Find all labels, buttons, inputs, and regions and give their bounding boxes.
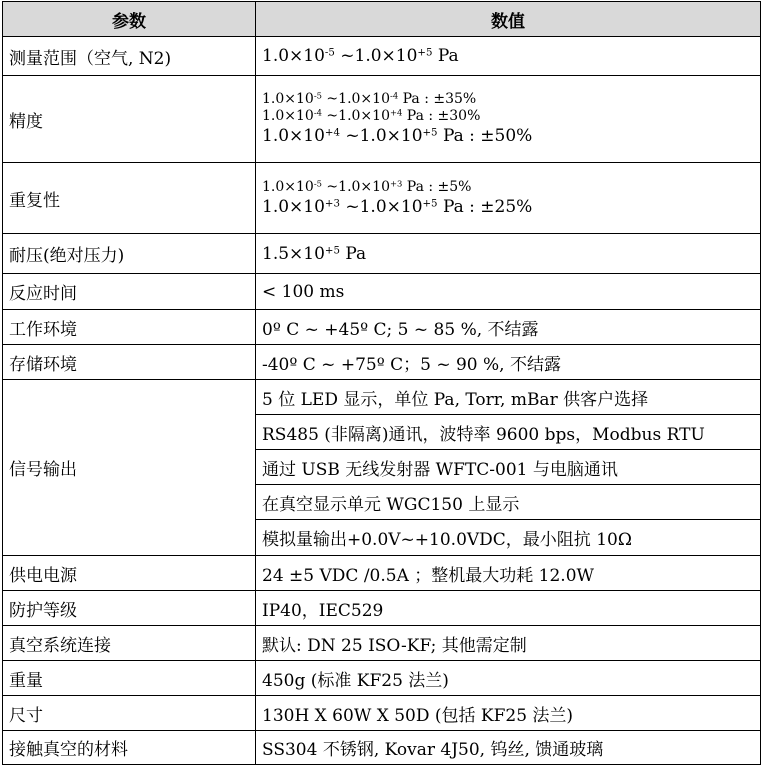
value-cell: SS304 不锈钢, Kovar 4J50, 钨丝, 馈通玻璃 — [256, 731, 761, 765]
value-cell: 450g (标准 KF25 法兰) — [256, 661, 761, 696]
exponent: +5 — [417, 47, 433, 59]
exponent: -5 — [324, 47, 335, 59]
value-cell: 通过 USB 无线发射器 WFTC-001 与电脑通讯 — [256, 450, 761, 485]
param-cell: 重复性 — [3, 163, 256, 234]
value-cell: -40º C ~ +75º C；5 ~ 90 %, 不结露 — [256, 345, 761, 380]
value-cell: RS485 (非隔离)通讯，波特率 9600 bps，Modbus RTU — [256, 415, 761, 450]
value-cell: 0º C ~ +45º C; 5 ~ 85 %, 不结露 — [256, 310, 761, 345]
param-cell: 工作环境 — [3, 310, 256, 345]
table-row — [3, 163, 761, 234]
value-line: $1.0\times 10^{-5}$ $\sim 1.0\times 10^{-4}$ Pa : ±35% — [262, 90, 477, 107]
table-row — [3, 37, 761, 76]
param-cell: 存储环境 — [3, 345, 256, 380]
exponent: +5 — [422, 127, 438, 139]
exponent: -5 — [313, 177, 322, 188]
table-row — [3, 274, 761, 310]
value-line: $1.0\times 10^{-5}$ $\sim 1.0\times 10^{+3}$ Pa : ±5% — [262, 177, 472, 195]
param-cell: 真空系统连接 — [3, 626, 256, 661]
table-row — [3, 310, 761, 345]
param-cell: 接触真空的材料 — [3, 731, 256, 765]
table-row — [3, 661, 761, 696]
exponent: -5 — [313, 90, 322, 101]
value-cell: $1.5\times 10^{+5}$ Pa — [256, 234, 761, 274]
param-cell: 反应时间 — [3, 274, 256, 310]
exponent: +5 — [324, 244, 340, 256]
exponent: +3 — [324, 197, 340, 209]
exponent: +3 — [389, 177, 403, 188]
table-row — [3, 234, 761, 274]
param-cell: 供电电源 — [3, 556, 256, 591]
value-cell — [256, 76, 761, 163]
table-row — [3, 626, 761, 661]
param-cell: 精度 — [3, 76, 256, 163]
value-cell: 5 位 LED 显示，单位 Pa, Torr, mBar 供客户选择 — [256, 380, 761, 415]
table-row — [3, 731, 761, 765]
value-cell: 在真空显示单元 WGC150 上显示 — [256, 485, 761, 520]
exponent: -4 — [389, 90, 399, 101]
table-row — [3, 76, 761, 163]
header-param: 参数 — [3, 2, 256, 37]
header-value: 数值 — [256, 2, 761, 37]
param-cell: 防护等级 — [3, 591, 256, 626]
value-cell: 模拟量输出+0.0V~+10.0VDC，最小阻抗 10Ω — [256, 520, 761, 556]
table-row — [3, 345, 761, 380]
param-cell: 重量 — [3, 661, 256, 696]
table-row — [3, 556, 761, 591]
table-row — [3, 696, 761, 731]
value-line: $1.0\times 10^{-4}$ $\sim 1.0\times 10^{+4}$ Pa : ±30% — [262, 107, 481, 124]
value-cell: 24 ±5 VDC /0.5A ；整机最大功耗 12.0W — [256, 556, 761, 591]
exponent: +5 — [422, 197, 438, 209]
exponent: -4 — [313, 107, 322, 118]
param-cell: 尺寸 — [3, 696, 256, 731]
param-cell: 信号输出 — [3, 380, 256, 556]
value-cell: 默认: DN 25 ISO-KF; 其他需定制 — [256, 626, 761, 661]
header-row — [3, 2, 761, 37]
table-row — [3, 380, 761, 415]
param-cell: 测量范围（空气, N2) — [3, 37, 256, 76]
value-line: $1.0\times 10^{+3}$ $\sim 1.0\times 10^{+5}$ Pa : ±25% — [262, 196, 533, 217]
exponent: +4 — [389, 107, 403, 118]
value-cell: 130H X 60W X 50D (包括 KF25 法兰) — [256, 696, 761, 731]
value-line: $1.0\times 10^{+4}$ $\sim 1.0\times 10^{+5}$ Pa : ±50% — [262, 126, 533, 146]
value-cell: $1.0\times 10^{-5}$ $\sim 1.0\times 10^{+5}$ Pa — [256, 37, 761, 76]
value-cell: IP40，IEC529 — [256, 591, 761, 626]
value-cell — [256, 163, 761, 234]
value-cell: < 100 ms — [256, 274, 761, 310]
table-row — [3, 591, 761, 626]
spec-table — [2, 1, 761, 765]
param-cell: 耐压(绝对压力) — [3, 234, 256, 274]
exponent: +4 — [324, 127, 340, 139]
